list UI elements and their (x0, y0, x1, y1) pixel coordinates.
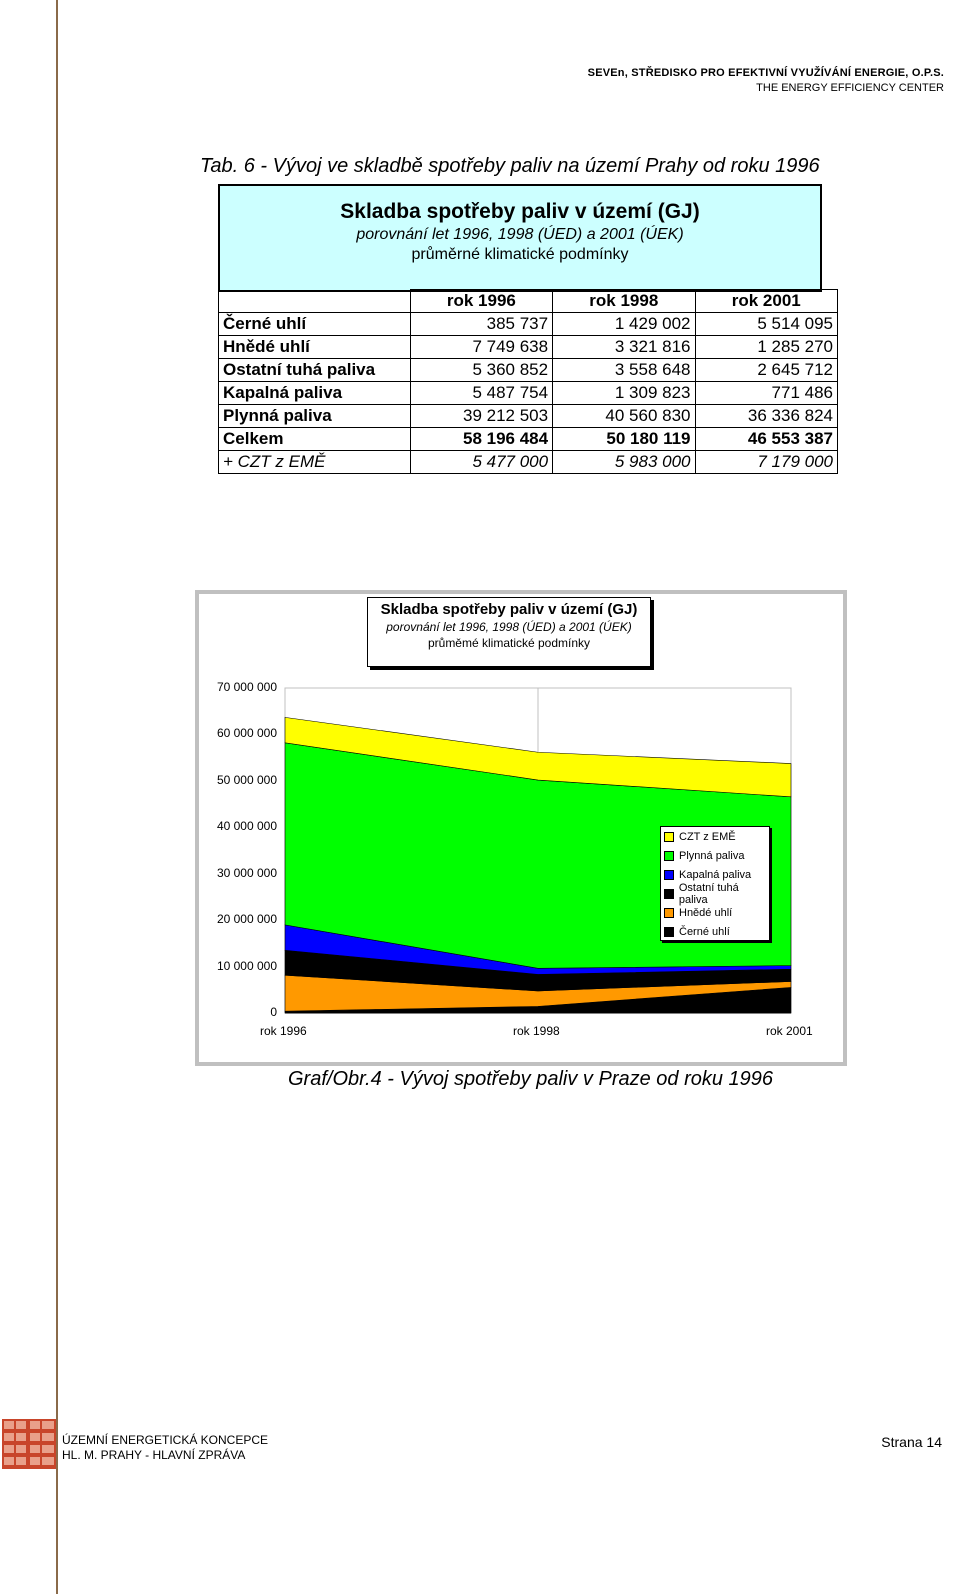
legend-label: CZT z EMĚ (679, 830, 736, 843)
row-label: Kapalná paliva (219, 382, 411, 405)
y-tick-label: 30 000 000 (216, 865, 277, 880)
cell-value: 1 309 823 (553, 382, 695, 405)
legend-item (661, 846, 769, 865)
legend-swatch (664, 832, 674, 842)
legend-item (661, 922, 769, 941)
legend-swatch (664, 851, 674, 861)
y-tick-label: 60 000 000 (216, 726, 277, 741)
cell-value: 1 429 002 (553, 313, 695, 336)
chart-title: Skladba spotřeby paliv v území (GJ) (380, 601, 638, 618)
x-tick-label: rok 1996 (260, 1024, 307, 1038)
cell-value: 5 983 000 (553, 451, 695, 474)
x-tick-label: rok 2001 (766, 1024, 813, 1038)
y-tick-label: 20 000 000 (216, 912, 277, 927)
page-number: Strana 14 (881, 1434, 942, 1450)
cell-value: 1 285 270 (695, 336, 837, 359)
cell-value: 40 560 830 (553, 405, 695, 428)
table-caption: Tab. 6 - Vývoj ve skladbě spotřeby paliv na území Prahy od roku 1996 (200, 155, 820, 177)
cell-value: 5 487 754 (410, 382, 552, 405)
row-label: Černé uhlí (219, 313, 411, 336)
row-label: Ostatní tuhá paliva (219, 359, 411, 382)
legend-swatch (664, 889, 674, 899)
header-org-line: SEVEn, STŘEDISKO PRO EFEKTIVNÍ VYUŽÍVÁNÍ ENERGIE, O.P.S. (587, 67, 944, 79)
cell-value: 7 749 638 (410, 336, 552, 359)
column-header: rok 1996 (410, 290, 552, 313)
footer-text (62, 1433, 268, 1463)
footer-line-2: HL. M. PRAHY - HLAVNÍ ZPRÁVA (62, 1448, 246, 1462)
cell-value: 5 360 852 (410, 359, 552, 382)
cell-value: 3 558 648 (553, 359, 695, 382)
cell-value: 39 212 503 (410, 405, 552, 428)
legend-label: Ostatní tuhá paliva (678, 881, 739, 906)
cell-value: 771 486 (695, 382, 837, 405)
table-subtitle: porovnání let 1996, 1998 (ÚED) a 2001 (ÚEK) (356, 226, 684, 243)
y-tick-label: 50 000 000 (216, 772, 277, 787)
table-title: Skladba spotřeby paliv v území (GJ) (340, 200, 700, 223)
y-tick-label: 10 000 000 (216, 958, 277, 973)
x-tick-label: rok 1998 (513, 1024, 560, 1038)
cell-value: 50 180 119 (553, 428, 695, 451)
legend-item (661, 881, 769, 906)
legend-swatch (664, 870, 674, 880)
y-tick-label: 70 000 000 (216, 680, 277, 694)
cell-value: 3 321 816 (553, 336, 695, 359)
cell-value: 46 553 387 (695, 428, 837, 451)
chart-title-box (367, 597, 651, 667)
cell-value: 7 179 000 (695, 451, 837, 474)
cell-value: 58 196 484 (410, 428, 552, 451)
y-tick-label: 0 (270, 1005, 277, 1019)
cell-value: 36 336 824 (695, 405, 837, 428)
legend-swatch (664, 908, 674, 918)
legend-swatch (664, 927, 674, 937)
y-tick-label: 40 000 000 (216, 819, 277, 834)
legend-label: Plynná paliva (679, 849, 745, 862)
cell-value: 2 645 712 (695, 359, 837, 382)
row-label: Celkem (219, 428, 411, 451)
header-org-sub: THE ENERGY EFFICIENCY CENTER (756, 82, 944, 94)
legend-item (661, 903, 769, 922)
figure-caption: Graf/Obr.4 - Vývoj spotřeby paliv v Praze od roku 1996 (288, 1068, 774, 1090)
column-header: rok 2001 (695, 290, 837, 313)
chart-subtitle: porovnání let 1996, 1998 (ÚED) a 2001 (ÚEK) (386, 620, 632, 634)
legend-item (661, 827, 769, 846)
footer-line-1: ÚZEMNÍ ENERGETICKÁ KONCEPCE (62, 1433, 269, 1447)
row-label: Plynná paliva (219, 405, 411, 428)
legend-label: Kapalná paliva (679, 868, 752, 881)
table-note: průměrné klimatické podmínky (411, 246, 629, 263)
row-label: + CZT z EMĚ (219, 451, 411, 474)
cell-value: 5 477 000 (410, 451, 552, 474)
cell-value: 5 514 095 (695, 313, 837, 336)
column-header: rok 1998 (553, 290, 695, 313)
legend-label: Hnědé uhlí (679, 906, 733, 919)
chart-legend (660, 826, 770, 941)
chart-note: průměmé klimatické podmínky (427, 636, 591, 650)
prague-logo-icon (2, 1419, 56, 1469)
row-label: Hnědé uhlí (219, 336, 411, 359)
legend-label: Černé uhlí (679, 925, 730, 938)
cell-value: 385 737 (410, 313, 552, 336)
